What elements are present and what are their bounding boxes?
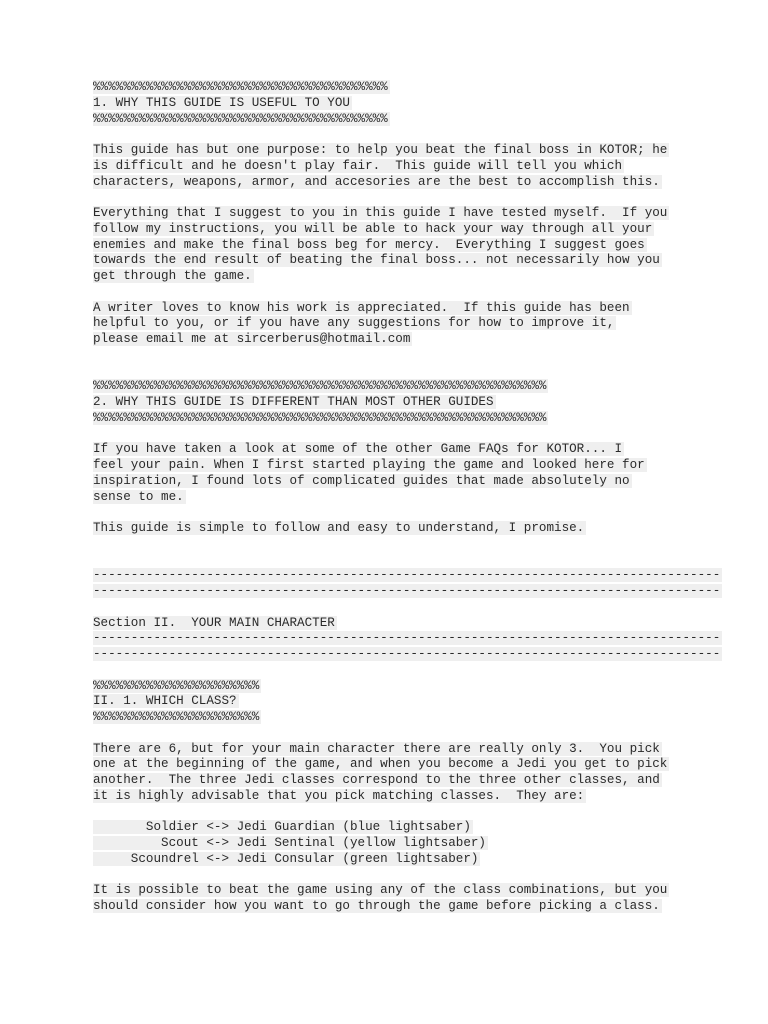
line-text: it is highly advisable that you pick matching classes. They are:: [93, 788, 585, 803]
line-text: %%%%%%%%%%%%%%%%%%%%%%%%%%%%%%%%%%%%%%%: [93, 80, 388, 94]
text-line: [93, 222, 693, 238]
text-line: [93, 316, 693, 332]
text-line: [93, 679, 693, 695]
text-line: [93, 616, 693, 632]
faq-document: [93, 80, 721, 915]
text-line: [93, 458, 693, 474]
line-text: This guide has but one purpose: to help you beat the final boss in KOTOR; he: [93, 143, 668, 157]
line-text: inspiration, I found lots of complicated guides that made absolutely no: [93, 473, 630, 488]
line-text: another. The three Jedi classes correspond to the three other classes, and: [93, 773, 660, 787]
text-line: [93, 112, 693, 128]
line-text: %%%%%%%%%%%%%%%%%%%%%%%%%%%%%%%%%%%%%%%: [93, 111, 388, 126]
text-line: [93, 238, 693, 254]
line-text: II. 1. WHICH CLASS?: [93, 694, 237, 709]
text-line: [93, 80, 693, 96]
line-text: %%%%%%%%%%%%%%%%%%%%%%%%%%%%%%%%%%%%%%%%%%%%%%%%%%%%%%%%%%%%: [93, 410, 547, 425]
line-text: Soldier <-> Jedi Guardian (blue lightsaber): [93, 820, 471, 835]
line-text: get through the game.: [93, 269, 252, 283]
text-line: [93, 694, 693, 710]
line-text: A writer loves to know his work is appreciated. If this guide has been: [93, 300, 630, 315]
line-text: follow my instructions, you will be able to hack your way through all your: [93, 221, 653, 236]
text-line: [93, 411, 693, 427]
text-line: [93, 490, 693, 506]
blank-line: [93, 726, 693, 742]
blank-line: [93, 364, 693, 380]
line-text: -----------------------------------------------------------------------------------: [93, 584, 721, 598]
text-line: [93, 143, 693, 159]
text-line: [93, 742, 693, 758]
line-text: [93, 427, 95, 441]
text-line: [93, 301, 693, 317]
line-text: [93, 663, 95, 677]
line-text: feel your pain. When I first started playing the game and looked here for: [93, 458, 645, 472]
blank-line: [93, 427, 693, 443]
text-line: [93, 269, 693, 285]
line-text: Everything that I suggest to you in this guide I have tested myself. If you: [93, 206, 668, 220]
line-text: [93, 190, 95, 204]
line-text: [93, 553, 95, 567]
line-text: If you have taken a look at some of the other Game FAQs for KOTOR... I: [93, 442, 623, 457]
text-line: [93, 332, 693, 348]
text-line: [93, 836, 693, 852]
line-text: Scoundrel <-> Jedi Consular (green lightsaber): [93, 851, 479, 866]
line-text: enemies and make the final boss beg for mercy. Everything I suggest goes: [93, 237, 645, 252]
text-line: [93, 175, 693, 191]
line-text: [93, 505, 95, 519]
text-line: [93, 647, 721, 663]
line-text: -----------------------------------------------------------------------------------: [93, 631, 721, 646]
text-line: [93, 899, 693, 915]
text-line: [93, 253, 693, 269]
line-text: There are 6, but for your main character there are really only 3. You pick: [93, 741, 660, 756]
text-line: [93, 584, 721, 600]
text-line: [93, 820, 693, 836]
text-line: [93, 710, 693, 726]
line-text: [93, 868, 95, 882]
text-line: [93, 442, 693, 458]
blank-line: [93, 190, 693, 206]
blank-line: [93, 505, 693, 521]
line-text: [93, 726, 95, 740]
line-text: characters, weapons, armor, and accesories are the best to accomplish this.: [93, 174, 660, 189]
line-text: %%%%%%%%%%%%%%%%%%%%%%: [93, 678, 260, 693]
blank-line: [93, 537, 693, 553]
line-text: one at the beginning of the game, and when you become a Jedi you get to pick: [93, 757, 668, 772]
blank-line: [93, 348, 693, 364]
text-line: [93, 852, 693, 868]
line-text: Scout <-> Jedi Sentinal (yellow lightsaber): [93, 836, 486, 850]
text-line: [93, 206, 693, 222]
line-text: [93, 127, 95, 141]
text-line: [93, 379, 693, 395]
line-text: [93, 537, 95, 551]
blank-line: [93, 127, 693, 143]
line-text: is difficult and he doesn't play fair. This guide will tell you which: [93, 158, 623, 173]
line-text: [93, 600, 95, 614]
text-line: [93, 883, 693, 899]
text-line: [93, 521, 693, 537]
text-line: [93, 395, 693, 411]
line-text: [93, 364, 95, 378]
line-text: [93, 348, 95, 362]
text-line: [93, 631, 721, 647]
text-line: [93, 757, 693, 773]
blank-line: [93, 663, 693, 679]
line-text: towards the end result of beating the final boss... not necessarily how you: [93, 253, 660, 268]
line-text: please email me at sircerberus@hotmail.com: [93, 332, 411, 346]
line-text: %%%%%%%%%%%%%%%%%%%%%%%%%%%%%%%%%%%%%%%%%%%%%%%%%%%%%%%%%%%%: [93, 379, 547, 394]
line-text: [93, 805, 95, 819]
line-text: -----------------------------------------------------------------------------------: [93, 568, 721, 583]
line-text: It is possible to beat the game using any of the class combinations, but you: [93, 883, 668, 898]
line-text: Section II. YOUR MAIN CHARACTER: [93, 615, 335, 630]
blank-line: [93, 285, 693, 301]
text-line: [93, 474, 693, 490]
line-text: 1. WHY THIS GUIDE IS USEFUL TO YOU: [93, 95, 350, 110]
line-text: %%%%%%%%%%%%%%%%%%%%%%: [93, 710, 260, 724]
blank-line: [93, 553, 693, 569]
line-text: sense to me.: [93, 489, 184, 504]
blank-line: [93, 805, 693, 821]
blank-line: [93, 600, 693, 616]
line-text: -----------------------------------------------------------------------------------: [93, 647, 721, 661]
line-text: 2. WHY THIS GUIDE IS DIFFERENT THAN MOST OTHER GUIDES: [93, 395, 494, 409]
text-line: [93, 789, 693, 805]
line-text: This guide is simple to follow and easy to understand, I promise.: [93, 521, 585, 535]
blank-line: [93, 868, 693, 884]
text-line: [93, 773, 693, 789]
text-line: [93, 159, 693, 175]
line-text: helpful to you, or if you have any suggestions for how to improve it,: [93, 316, 615, 331]
line-text: should consider how you want to go through the game before picking a class.: [93, 899, 660, 913]
text-line: [93, 568, 721, 584]
line-text: [93, 285, 95, 299]
text-line: [93, 96, 693, 112]
